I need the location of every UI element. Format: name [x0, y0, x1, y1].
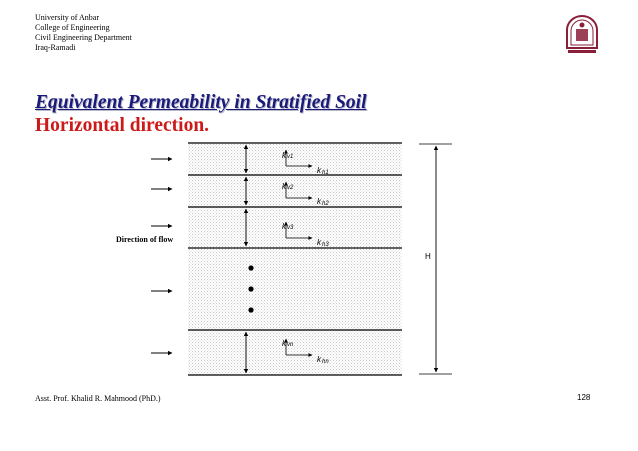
kv-label: kv2: [282, 182, 294, 191]
author-footer: Asst. Prof. Khalid R. Mahmood (PhD.): [35, 394, 161, 403]
kh-label: kh1: [317, 166, 329, 176]
kv-label: kv1: [282, 151, 294, 160]
kv-label: kvn: [282, 339, 294, 348]
kh-label: khn: [317, 355, 329, 365]
slide-subtitle: Horizontal direction.: [35, 115, 210, 136]
kv-label: kv3: [282, 222, 294, 231]
soil-body: [188, 143, 402, 375]
slide-title: Equivalent Permeability in Stratified Soil: [35, 92, 367, 113]
ellipsis-dot: [248, 286, 253, 291]
page-number: 128: [577, 393, 591, 402]
kh-label: kh3: [317, 238, 329, 248]
flow-direction-label: Direction of flow: [116, 235, 174, 244]
location: Iraq-Ramadi: [35, 43, 76, 52]
ellipsis-dot: [248, 307, 253, 312]
total-height-label: H: [425, 252, 431, 261]
kh-label: kh2: [317, 197, 329, 207]
department-name: Civil Engineering Department: [35, 33, 132, 42]
ellipsis-dot: [248, 265, 253, 270]
university-name: University of Anbar: [35, 13, 99, 22]
college-name: College of Engineering: [35, 23, 110, 32]
